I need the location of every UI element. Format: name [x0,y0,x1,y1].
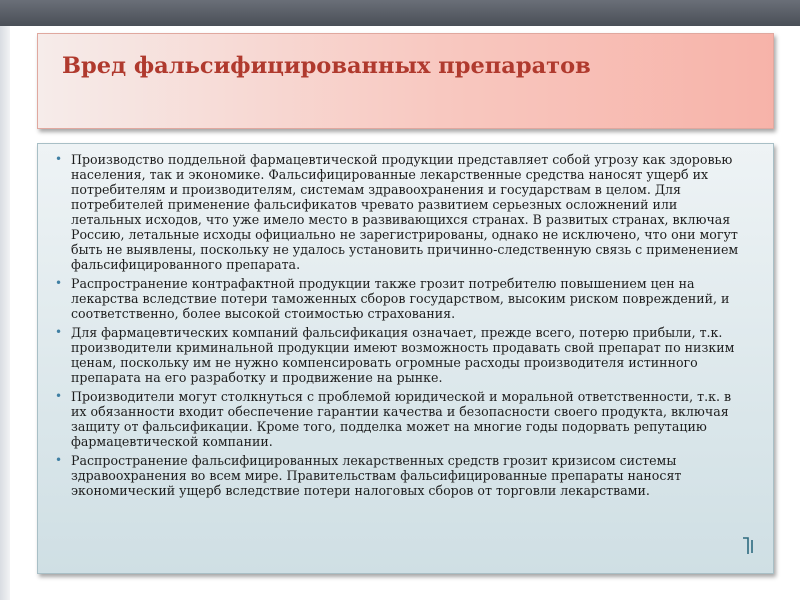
bullet-dot-icon: • [55,389,63,403]
bullet-list [55,152,746,502]
bullet-text: Распространение фальсифицированных лекарственных средств грозит кризисом системы здравоохранения во всем мире. Правительствам фальсифицированные препараты наносят экономический ущерб вследствие потери налоговых сборов от торговли лекарствами. [71,453,682,498]
bullet-item [55,325,746,385]
bullet-item [55,276,746,321]
bullet-dot-icon: • [55,325,63,339]
bullet-item [55,453,746,498]
bullet-dot-icon: • [55,152,63,166]
content-box [37,143,774,574]
bullet-item [55,389,746,449]
bullet-text: Для фармацевтических компаний фальсификация означает, прежде всего, потерю прибыли, т.к. производители криминальной продукции имеют возможность продавать свой препарат по низким ценам, поскольку им не нужно компенсировать огромные расходы производителя истинного препарата на его разработку и продвижение на рынке. [71,325,735,385]
slide-title: Вред фальсифицированных препаратов [62,53,591,79]
title-box [37,33,774,129]
slide-side-strip [0,26,10,600]
bullet-text: Производители могут столкнуться с проблемой юридической и моральной ответственности, т.к. в их обязанности входит обеспечение гарантии качества и безопасности своего продукта, включая защиту от фальсификации. Кроме того, подделка может на многие годы подорвать репутацию фармацевтической компании. [71,389,732,449]
decorative-mark-icon [741,536,757,556]
bullet-dot-icon: • [55,276,63,290]
bullet-dot-icon: • [55,453,63,467]
slide-top-bar [0,0,800,26]
bullet-text: Производство поддельной фармацевтической продукции представляет собой угрозу как здоровью населения, так и экономике. Фальсифицированные лекарственные средства наносят ущерб их потребителям и производителям, системам здравоохранения и государствам в целом. Для потребителей применение фальсификатов чревато развитием серьезных осложнений или летальных исходов, что уже имело место в развивающихся странах. В развитых странах, включая Россию, летальные исходы официально не зарегистрированы, однако не исключено, что они могут быть не выявлены, поскольку не удалось установить причинно-следственную связь с применением фальсифицированного препарата. [71,152,739,272]
bullet-text: Распространение контрафактной продукции также грозит потребителю повышением цен на лекарства вследствие потери таможенных сборов государством, высоким риском повреждений, и соответственно, более высокой стоимостью страхования. [71,276,730,321]
bullet-item [55,152,746,272]
